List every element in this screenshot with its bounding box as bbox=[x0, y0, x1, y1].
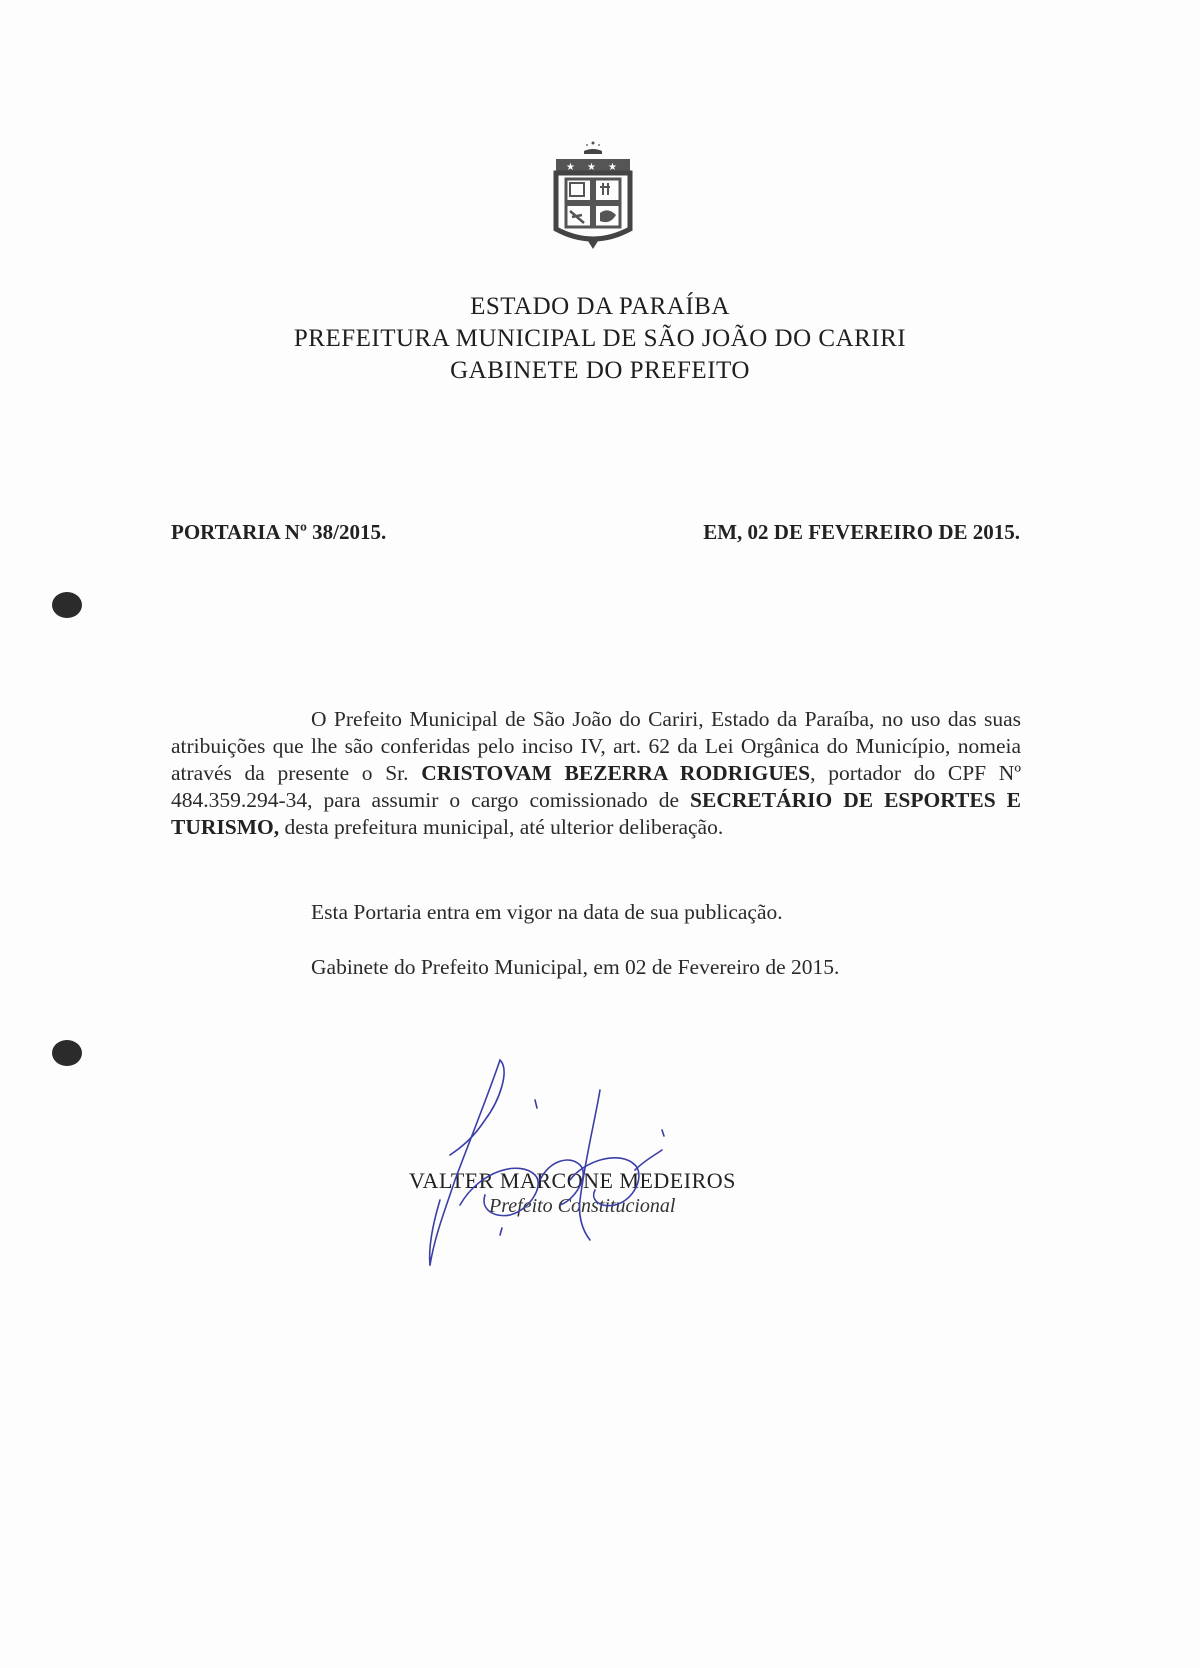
appointment-paragraph bbox=[171, 706, 1021, 841]
paragraph-text-1: O Prefeito Municipal de São João do Cariri, Estado da Paraíba, no uso das suas atribuições que lhe são conferidas pelo inciso IV, art. 62 da Lei Orgânica do Município, nomeia através da presente o Sr. bbox=[171, 707, 1021, 785]
appointee-name: CRISTOVAM BEZERRA RODRIGUES bbox=[421, 761, 811, 785]
paragraph-text-2: , portador do CPF Nº 484.359.294-34, para assumir o cargo comissionado de bbox=[171, 761, 1021, 812]
punch-hole-top bbox=[52, 592, 82, 618]
handwritten-signature bbox=[400, 1050, 740, 1280]
coat-of-arms-icon bbox=[548, 137, 638, 253]
effective-date-paragraph: Esta Portaria entra em vigor na data de sua publicação. bbox=[311, 900, 783, 924]
signer-name: VALTER MARCONE MEDEIROS bbox=[409, 1168, 736, 1193]
paragraph-text-3: desta prefeitura municipal, até ulterior deliberação. bbox=[279, 815, 724, 839]
office-date-paragraph: Gabinete do Prefeito Municipal, em 02 de Fevereiro de 2015. bbox=[311, 955, 840, 979]
portaria-date: EM, 02 DE FEVEREIRO DE 2015. bbox=[703, 520, 1020, 544]
letterhead-municipality: PREFEITURA MUNICIPAL DE SÃO JOÃO DO CARIRI bbox=[293, 325, 907, 352]
punch-hole-bottom bbox=[52, 1040, 82, 1066]
svg-text:★: ★ bbox=[566, 162, 575, 173]
letterhead-state: ESTADO DA PARAÍBA bbox=[470, 293, 730, 320]
appointed-role: SECRETÁRIO DE ESPORTES E TURISMO, bbox=[171, 788, 1021, 839]
svg-text:★: ★ bbox=[587, 162, 596, 173]
letterhead-office: GABINETE DO PREFEITO bbox=[450, 357, 750, 384]
svg-text:★: ★ bbox=[608, 162, 617, 173]
portaria-number: PORTARIA Nº 38/2015. bbox=[171, 520, 387, 544]
signer-title: Prefeito Constitucional bbox=[489, 1195, 676, 1217]
